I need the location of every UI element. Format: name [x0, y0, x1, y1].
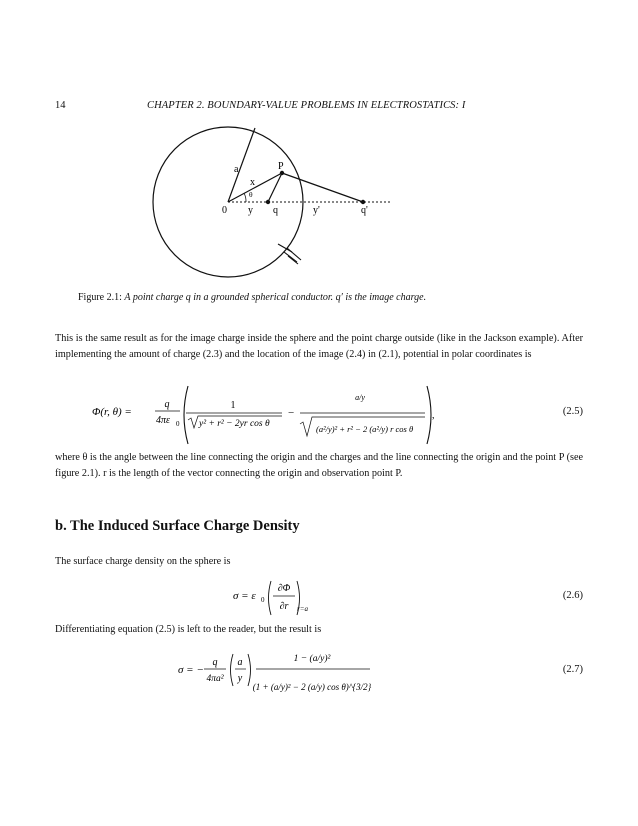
eq25-pref-den: 4πε	[156, 415, 170, 426]
eq25-pref-den-sub: 0	[176, 420, 180, 428]
eq27-ratio-den: y	[237, 673, 243, 684]
eq25-pref-num: q	[164, 399, 170, 410]
paragraph-1: This is the same result as for the image charge inside the sphere and the point charge outside (like in the Jackson example). After implementing the amount of charge (2.3) and the location of the image (2.4) in (2.1), potential in polar coordinates is	[55, 333, 583, 361]
figure-caption	[78, 292, 426, 303]
eq27-pref-den: 4πa²	[206, 674, 224, 684]
eq27-pref-num: q	[212, 657, 218, 668]
eq25-lhs: Φ(r, θ) =	[92, 406, 132, 418]
eq25-t1-den: y² + r² − 2yr cos θ	[199, 419, 270, 429]
charge-q-marker	[266, 200, 270, 204]
label-p: P	[278, 161, 284, 172]
charge-qprime-marker	[361, 200, 365, 204]
p-to-qprime-line	[282, 173, 363, 202]
label-qprime: q'	[361, 205, 368, 216]
eq26-eval: r=a	[297, 605, 308, 613]
eq25-t2-den: (a²/y)² + r² − 2 (a²/y) r cos θ	[316, 424, 414, 434]
eq26-lhs-sub: 0	[261, 596, 265, 604]
eq27-lhs: σ = −	[178, 664, 204, 676]
eq27-ratio-num: a	[237, 657, 243, 668]
eq27-main-den: (1 + (a/y)² − 2 (a/y) cos θ)^{3/2}	[252, 682, 372, 692]
theta-arc	[244, 193, 246, 202]
section-title: b. The Induced Surface Charge Density	[55, 518, 300, 534]
label-yprime: y'	[313, 205, 320, 216]
eq26-den: ∂r	[279, 601, 289, 612]
label-q: q	[273, 205, 278, 216]
paragraph-2: where θ is the angle between the line connecting the origin and the charges and the line connecting the origin and the point P (see figure 2.1). r is the length of the vector connecting the origin and observation point P.	[55, 452, 583, 480]
eq25-minus: −	[288, 407, 295, 419]
label-a: a	[234, 164, 239, 175]
eq25-t1-num: 1	[230, 400, 236, 411]
caption-label: Figure 2.1:	[78, 292, 122, 303]
caption-text: A point charge q in a grounded spherical conductor. q′ is the image charge.	[124, 292, 427, 303]
paragraph-4: Differentiating equation (2.5) is left to the reader, but the result is	[55, 624, 322, 635]
paragraph-3: The surface charge density on the sphere is	[55, 556, 231, 567]
eq-2-5-number: (2.5)	[562, 406, 583, 417]
eq25-comma: ,	[432, 410, 435, 421]
eq26-num: ∂Φ	[277, 583, 291, 594]
eq25-t2-num: a/y	[355, 393, 365, 402]
equation-2-5	[0, 380, 638, 450]
equation-2-6	[0, 578, 638, 618]
label-y: y	[248, 205, 253, 216]
label-origin: 0	[222, 205, 227, 216]
equation-2-7	[0, 640, 638, 710]
chapter-title: CHAPTER 2. BOUNDARY-VALUE PROBLEMS IN ELECTROSTATICS: I	[147, 100, 466, 111]
eq27-main-num: 1 − (a/y)²	[293, 654, 331, 664]
origin-to-p-line	[228, 173, 282, 202]
eq-2-7-number: (2.7)	[562, 664, 583, 675]
label-theta: θ	[249, 190, 253, 199]
page-number: 14	[55, 100, 66, 111]
eq26-lhs: σ = ε	[233, 590, 256, 602]
label-x: x	[250, 177, 255, 188]
eq-2-6-number: (2.6)	[562, 590, 583, 601]
